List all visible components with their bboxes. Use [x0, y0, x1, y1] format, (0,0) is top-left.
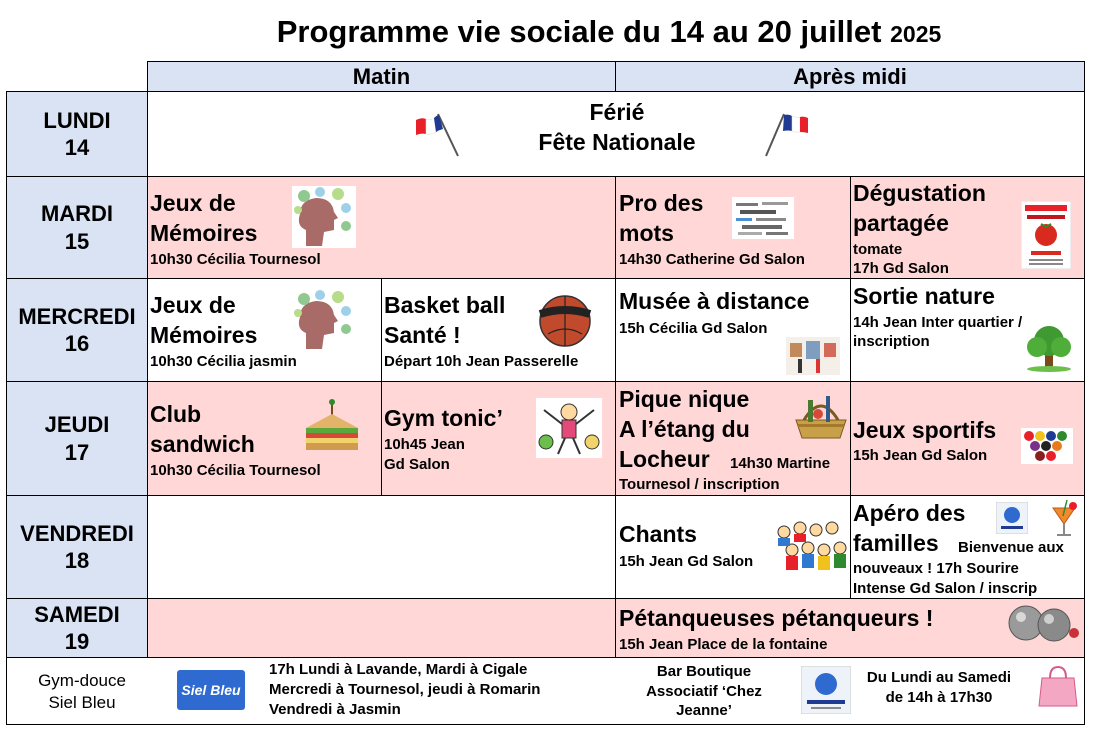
activity-detail: Gd Salon: [384, 456, 450, 473]
french-flag-icon: [762, 110, 810, 160]
sourire-intense-logo-icon: [996, 502, 1028, 534]
bar-boutique-label: [629, 662, 779, 721]
friday-afternoon-cell-2: [850, 495, 1085, 599]
day-saturday: [6, 598, 148, 658]
activity-detail: 10h45 Jean: [384, 436, 465, 453]
activity-title: Mémoires: [150, 220, 258, 246]
thursday-afternoon-cell-1: [615, 381, 851, 496]
friday-morning-cell: [147, 495, 616, 599]
activity-detail: nouveaux ! 17h Sourire: [853, 560, 1019, 577]
activity-title: sandwich: [150, 431, 255, 457]
activity-detail: tomate: [853, 241, 903, 258]
activity-title: A l’étang du: [619, 416, 750, 442]
picnic-basket-icon: [792, 386, 850, 440]
activity-title: Jeux sportifs: [853, 417, 997, 443]
activity-title: Club: [150, 401, 202, 427]
memory-head-icon: [292, 186, 356, 248]
tomato-poster-icon: [1021, 201, 1071, 269]
wednesday-afternoon-cell-2: [850, 278, 1085, 382]
gym-line: Siel Bleu: [48, 693, 116, 713]
hours-line: de 14h à 17h30: [885, 688, 993, 706]
day-number: 16: [64, 331, 90, 356]
wednesday-morning-cell-2: [381, 278, 616, 382]
activity-detail: Bienvenue aux: [958, 539, 1064, 556]
activity-title: Gym tonic’: [384, 405, 503, 431]
activity-detail: 14h30 Catherine Gd Salon: [619, 251, 805, 268]
activity-title: Pétanqueuses pétanqueurs !: [619, 605, 934, 631]
title-year: 2025: [890, 21, 942, 47]
activity-detail: 15h Jean Place de la fontaine: [619, 636, 828, 653]
activity-title: Jeux de: [150, 190, 236, 216]
opening-hours: [859, 668, 1019, 707]
activity-title: mots: [619, 220, 674, 246]
day-name: VENDREDI: [20, 520, 134, 546]
activity-detail: 10h30 Cécilia Tournesol: [150, 251, 321, 268]
day-name: SAMEDI: [34, 601, 120, 627]
bar-line: Jeanne’: [676, 702, 732, 719]
day-friday: [6, 495, 148, 599]
activity-title: Pro des: [619, 190, 704, 216]
activity-detail: Intense Gd Salon / inscrip: [853, 580, 1038, 597]
activity-title: familles: [853, 530, 939, 556]
gym-schedule-line: Vendredi à Jasmin: [269, 701, 401, 718]
petanque-balls-icon: [1004, 601, 1084, 645]
day-tuesday: [6, 176, 148, 279]
activity-detail: Tournesol / inscription: [619, 476, 780, 493]
day-name: JEUDI: [44, 412, 110, 437]
tree-icon: [1021, 321, 1077, 373]
activity-detail: 10h30 Cécilia jasmin: [150, 353, 297, 370]
activity-title: Chants: [619, 521, 697, 547]
activity-title: Apéro des: [853, 500, 966, 526]
day-wednesday: [6, 278, 148, 382]
day-monday: [6, 91, 148, 177]
cocktail-icon: [1047, 498, 1081, 538]
word-cloud-icon: [732, 197, 794, 239]
thursday-afternoon-cell-2: [850, 381, 1085, 496]
museum-gallery-icon: [786, 337, 840, 375]
activity-detail: 15h Jean Gd Salon: [853, 447, 988, 464]
holiday-name: Fête Nationale: [538, 129, 696, 155]
activity-detail: 10h30 Cécilia Tournesol: [150, 462, 321, 479]
wednesday-afternoon-cell-1: [615, 278, 851, 382]
activity-detail: inscription: [853, 333, 930, 350]
friday-afternoon-cell-1: [615, 495, 851, 599]
monday-holiday-cell: [147, 91, 1085, 177]
day-number: 15: [64, 228, 90, 254]
hours-line: Du Lundi au Samedi: [866, 669, 1012, 686]
activity-title: partagée: [853, 210, 949, 236]
day-name: MARDI: [40, 201, 114, 226]
gym-schedule-line: 17h Lundi à Lavande, Mardi à Cigale: [269, 661, 528, 678]
activity-detail: 17h Gd Salon: [853, 260, 949, 277]
activity-title: Santé !: [384, 322, 461, 348]
activity-detail: Départ 10h Jean Passerelle: [384, 353, 579, 370]
header-morning: [147, 61, 616, 92]
memory-head-icon: [292, 289, 356, 351]
activity-title: Mémoires: [150, 322, 258, 348]
thursday-morning-cell-2: [381, 381, 616, 496]
singing-children-icon: [774, 518, 848, 578]
sandwich-icon: [302, 398, 362, 454]
saturday-afternoon-cell: [615, 598, 1085, 658]
thursday-morning-cell-1: [147, 381, 382, 496]
tuesday-morning-cell: [147, 176, 616, 279]
page-title: [0, 14, 1093, 50]
bar-line: Bar Boutique: [656, 663, 752, 680]
header-afternoon: [615, 61, 1085, 92]
day-number: 14: [64, 135, 90, 160]
gym-schedule-line: Mercredi à Tournesol, jeudi à Romarin: [269, 681, 541, 698]
header-afternoon-label: Après midi: [793, 63, 907, 89]
billiard-balls-icon: [1021, 428, 1073, 464]
activity-title: Jeux de: [150, 292, 236, 318]
day-number: 18: [64, 548, 90, 573]
day-name: MERCREDI: [18, 303, 136, 329]
basketball-icon: [538, 294, 592, 348]
activity-title: Musée à distance: [619, 288, 810, 314]
activity-detail: 14h Jean Inter quartier /: [853, 314, 1023, 331]
saturday-morning-cell: [147, 598, 616, 658]
activity-title: Basket ball: [384, 292, 506, 318]
french-flag-icon: [414, 110, 462, 160]
sourire-intense-logo-icon: [801, 666, 851, 714]
day-number: 19: [64, 629, 90, 654]
activity-title: Locheur: [619, 446, 710, 472]
gym-children-icon: [536, 398, 602, 458]
shopping-bag-icon: [1037, 664, 1079, 708]
title-main: Programme vie sociale du 14 au 20 juillet: [276, 14, 882, 49]
siel-bleu-logo: [177, 670, 245, 710]
activity-title: Dégustation: [853, 180, 986, 206]
activity-title: Sortie nature: [853, 283, 995, 309]
footer: [6, 657, 1085, 725]
day-number: 17: [64, 439, 90, 465]
activity-title: Pique nique: [619, 386, 750, 412]
activity-detail: 15h Jean Gd Salon: [619, 553, 754, 570]
holiday-label: Férié: [589, 99, 645, 125]
gym-line: Gym-douce: [38, 671, 126, 690]
activity-detail: 15h Cécilia Gd Salon: [619, 320, 768, 337]
tuesday-afternoon-cell-2: [850, 176, 1085, 279]
bar-line: Associatif ‘Chez: [646, 682, 762, 700]
day-thursday: [6, 381, 148, 496]
siel-bleu-logo-text: Siel Bleu: [181, 682, 241, 698]
activity-detail: 14h30 Martine: [730, 455, 831, 472]
gym-douce-label: [9, 670, 155, 714]
tuesday-afternoon-cell-1: [615, 176, 851, 279]
header-morning-label: Matin: [352, 63, 411, 89]
day-name: LUNDI: [43, 107, 111, 133]
wednesday-morning-cell-1: [147, 278, 382, 382]
